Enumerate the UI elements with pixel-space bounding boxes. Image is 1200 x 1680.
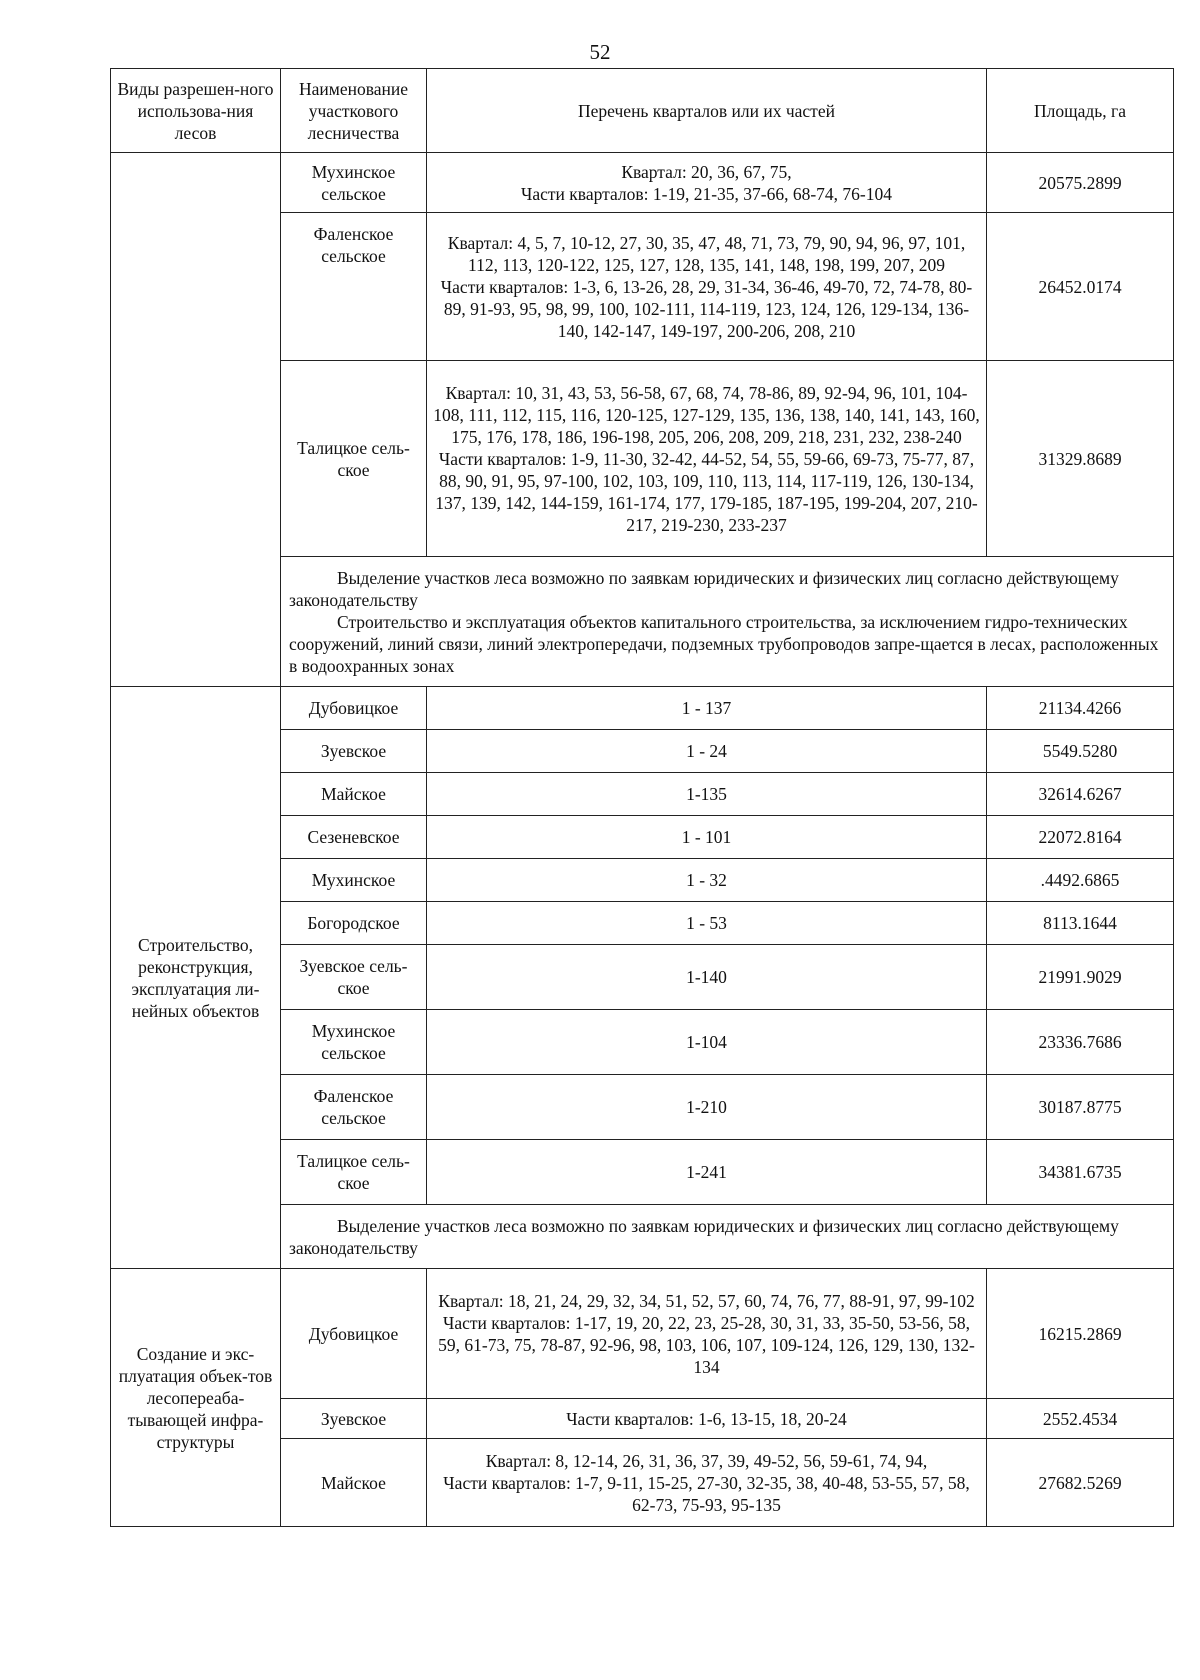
quarters-full: Квартал: 10, 31, 43, 53, 56-58, 67, 68, 74, 78-86, 89, 92-94, 96, 101, 104-108, 111, 112, 115, 116, 120-125, 127-129, 135, 136, 138, 140, 141, 143, 160, 175, 176, 178, 186, 196-198, 205, 206, 208, 209, 218, 231, 232, 238-240 — [433, 382, 980, 447]
quarters-cell: 1 - 101 — [427, 816, 987, 859]
quarters-cell: 1 - 32 — [427, 859, 987, 902]
table-row — [111, 1269, 1174, 1399]
area-cell: 8113.1644 — [987, 902, 1174, 945]
forestry-name: Зуевское — [281, 1399, 427, 1439]
forestry-name: Зуевское сель-ское — [281, 945, 427, 1010]
quarters-parts: Части кварталов: 1-19, 21-35, 37-66, 68-74, 76-104 — [520, 183, 893, 204]
area-cell: .4492.6865 — [987, 859, 1174, 902]
quarters-cell — [427, 361, 987, 557]
forestry-name: Сезеневское — [281, 816, 427, 859]
quarters-cell — [427, 153, 987, 213]
forestry-name: Мухинское сельское — [281, 153, 427, 213]
quarters-cell — [427, 1269, 987, 1399]
forestry-name: Мухинское — [281, 859, 427, 902]
quarters-cell: 1-140 — [427, 945, 987, 1010]
quarters-cell: 1-241 — [427, 1140, 987, 1205]
quarters-full: Квартал: 8, 12-14, 26, 31, 36, 37, 39, 49-52, 56, 59-61, 74, 94, — [485, 1450, 928, 1471]
table-header-row — [111, 69, 1174, 153]
quarters-cell: 1-135 — [427, 773, 987, 816]
use-type-cell-continued — [111, 153, 281, 687]
use-type-cell: Создание и экс-плуатация объек-тов лесопереаба-тывающей инфра-структуры — [111, 1269, 281, 1527]
quarters-parts: Части кварталов: 1-6, 13-15, 18, 20-24 — [566, 1408, 847, 1429]
area-cell: 27682.5269 — [987, 1439, 1174, 1527]
area-cell: 21134.4266 — [987, 687, 1174, 730]
table-row — [111, 687, 1174, 730]
quarters-parts: Части кварталов: 1-3, 6, 13-26, 28, 29, 31-34, 36-46, 49-70, 72, 74-78, 80-89, 91-93, 95, 98, 99, 100, 102-111, 114-119, 123, 124, 126, 129-134, 136-140, 142-147, 149-197, 200-206, 208, 210 — [440, 276, 973, 341]
forest-use-table — [110, 68, 1174, 1527]
forestry-name: Майское — [281, 1439, 427, 1527]
quarters-parts: Части кварталов: 1-17, 19, 20, 22, 23, 25-28, 30, 31, 33, 35-50, 53-56, 58, 59, 61-73, 75, 78-87, 92-96, 98, 103, 106, 107, 109-124, 126, 129, 130, 132-134 — [438, 1312, 975, 1377]
area-cell: 20575.2899 — [987, 153, 1174, 213]
header-area: Площадь, га — [987, 69, 1174, 153]
forestry-name: Майское — [281, 773, 427, 816]
area-cell: 32614.6267 — [987, 773, 1174, 816]
forestry-name: Дубовицкое — [281, 687, 427, 730]
note-text: Выделение участков леса возможно по заявкам юридических и физических лиц согласно действующему законодательству — [289, 567, 1119, 610]
table-row — [111, 153, 1174, 213]
area-cell: 30187.8775 — [987, 1075, 1174, 1140]
area-cell: 21991.9029 — [987, 945, 1174, 1010]
quarters-cell: 1 - 53 — [427, 902, 987, 945]
header-use-type: Виды разрешен-ного использова-ния лесов — [111, 69, 281, 153]
area-cell: 16215.2869 — [987, 1269, 1174, 1399]
quarters-full: Квартал: 4, 5, 7, 10-12, 27, 30, 35, 47, 48, 71, 73, 79, 90, 94, 96, 97, 101, 112, 113, 120-122, 125, 127, 128, 135, 141, 148, 198, 199, 207, 209 — [447, 232, 966, 275]
quarters-full: Квартал: 18, 21, 24, 29, 32, 34, 51, 52, 57, 60, 74, 76, 77, 88-91, 97, 99-102 — [438, 1290, 975, 1311]
area-cell: 2552.4534 — [987, 1399, 1174, 1439]
forestry-name: Талицкое сель-ское — [281, 1140, 427, 1205]
note-text: Строительство и эксплуатация объектов капитального строительства, за исключением гидро-технических сооружений, линий связи, линий электропередачи, подземных трубопроводов запре-щается в лесах, расположенных в водоохранных зонах — [289, 611, 1159, 676]
quarters-cell: 1-210 — [427, 1075, 987, 1140]
quarters-cell: 1 - 24 — [427, 730, 987, 773]
area-cell: 26452.0174 — [987, 213, 1174, 361]
forestry-name: Мухинское сельское — [281, 1010, 427, 1075]
quarters-full: Квартал: 20, 36, 67, 75, — [621, 161, 792, 182]
quarters-parts: Части кварталов: 1-7, 9-11, 15-25, 27-30, 32-35, 38, 40-48, 53-55, 57, 58, 62-73, 75-93, 95-135 — [443, 1472, 970, 1515]
quarters-cell — [427, 213, 987, 361]
header-forestry: Наименование участкового лесничества — [281, 69, 427, 153]
forestry-name: Богородское — [281, 902, 427, 945]
area-cell: 5549.5280 — [987, 730, 1174, 773]
note-text: Выделение участков леса возможно по заявкам юридических и физических лиц согласно действующему законодательству — [289, 1215, 1119, 1258]
area-cell: 34381.6735 — [987, 1140, 1174, 1205]
quarters-cell — [427, 1439, 987, 1527]
forestry-name: Фаленское сельское — [281, 213, 427, 361]
quarters-cell: 1 - 137 — [427, 687, 987, 730]
note-cell — [281, 557, 1174, 687]
forestry-name: Дубовицкое — [281, 1269, 427, 1399]
forestry-name: Фаленское сельское — [281, 1075, 427, 1140]
area-cell: 31329.8689 — [987, 361, 1174, 557]
quarters-parts: Части кварталов: 1-9, 11-30, 32-42, 44-52, 54, 55, 59-66, 69-73, 75-77, 87, 88, 90, 91, 95, 97-100, 102, 103, 109, 110, 113, 114, 117-119, 126, 130-134, 137, 139, 142, 144-159, 161-174, 177, 179-185, 187-195, 199-204, 207, 210-217, 219-230, 233-237 — [435, 448, 978, 535]
area-cell: 23336.7686 — [987, 1010, 1174, 1075]
header-quarters: Перечень кварталов или их частей — [427, 69, 987, 153]
forestry-name: Талицкое сель-ское — [281, 361, 427, 557]
use-type-cell: Строительство, реконструкция, эксплуатация ли-нейных объектов — [111, 687, 281, 1269]
quarters-cell — [427, 1399, 987, 1439]
quarters-cell: 1-104 — [427, 1010, 987, 1075]
area-cell: 22072.8164 — [987, 816, 1174, 859]
note-cell — [281, 1205, 1174, 1269]
forestry-name: Зуевское — [281, 730, 427, 773]
page-number: 52 — [589, 40, 611, 64]
